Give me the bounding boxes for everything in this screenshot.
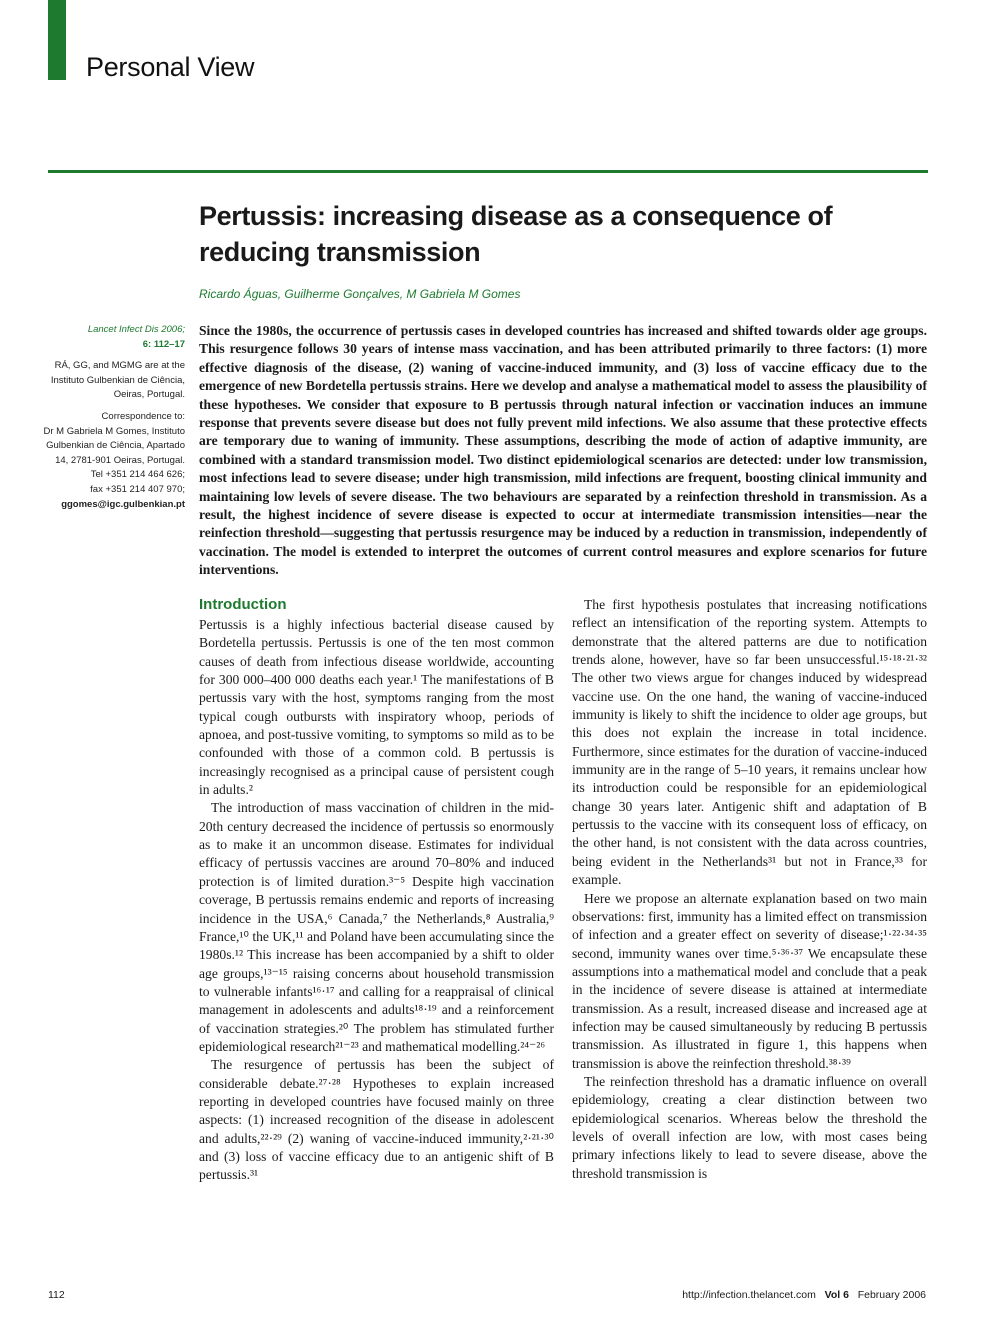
header-rule: [48, 170, 928, 173]
section-color-bar: [48, 0, 66, 80]
citation-journal: Lancet Infect Dis 2006;: [87, 324, 185, 335]
paragraph: The resurgence of pertussis has been the subject of considerable debate.²⁷·²⁸ Hypotheses to explain increased reporting in developed countries have focused mainly on three aspects: (1) increased recognition of the disease in adolescent and adults,²²·²⁹ (2) waning of vaccine-induced immunity,²·²¹·³⁰ and (3) loss of vaccine efficacy due to an antigenic shift of B pertussis.³¹: [199, 1057, 554, 1183]
paragraph: The introduction of mass vaccination of children in the mid-20th century decreased the incidence of pertussis so enormously as to make it an uncommon disease. Estimates for individual efficacy of pertussis vaccines are around 70–80% and induced protection is of limited duration.³⁻⁵ Despite high vaccination coverage, B pertussis remains endemic and reports of increasing incidence in the USA,⁶ Canada,⁷ the Netherlands,⁸ Australia,⁹ France,¹⁰ the UK,¹¹ and Poland have been accumulating since the 1980s.¹² This increase has been accompanied by a shift to older age groups,¹³⁻¹⁵ raising concerns about household transmission to vulnerable infants¹⁶·¹⁷ and calling for a reappraisal of clinical management in adolescents and adults¹⁸·¹⁹ and a reinforcement of vaccination strategies.²⁰ The problem has stimulated further epidemiological research²¹⁻²³ and mathematical modelling.²⁴⁻²⁶: [199, 800, 554, 1054]
volume: Vol 6: [824, 1289, 849, 1301]
correspondence-label: Correspondence to:: [101, 410, 185, 422]
article-sidebar: [40, 323, 185, 519]
paragraph: The reinfection threshold has a dramatic influence on overall epidemiology, creating a clear distinction between two epidemiological scenarios. Whereas below the threshold the levels of overall infection are low, with most cases being primary infections likely to lead to severe disease, above the threshold transmission is: [572, 1073, 927, 1181]
correspondence: [40, 410, 185, 512]
abstract: Since the 1980s, the occurrence of pertussis cases in developed countries has increased and shifted towards older age groups. This resurgence follows 30 years of intense mass vaccination, and has been attributed primarily to three factors: (1) more effective diagnosis of the disease, (2) waning of vaccine-induced immunity, and (3) loss of vaccine efficacy due to the emergence of new Bordetella pertussis strains. Here we develop and analyse a mathematical model to assess the plausibility of these hypotheses. We consider that exposure to B pertussis through natural infection or vaccination induces an immune response that prevents severe disease but does not fully prevent mild infections. We also assume that these protective effects are temporary due to waning of immunity. These assumptions, describing the mode of action of adaptive immunity, are combined with a standard transmission model. Two distinct epidemiological scenarios are detected: under low transmission, most infections lead to severe disease; under high transmission, mild infections are frequent, boosting clinical immunity and maintaining low levels of severe disease. The two behaviours are separated by a reinfection threshold in transmission. As a result, the highest incidence of severe disease is expected to occur at intermediate transmission intensities—near the reinfection threshold—suggesting that pertussis resurgence may be induced by a reduction in transmission, independently of vaccination. The model is extended to interpret the outcomes of current control measures and explore scenarios for future interventions.: [199, 323, 927, 578]
affiliation: RÁ, GG, and MGMG are at the Instituto Gulbenkian de Ciência, Oeiras, Portugal.: [50, 360, 185, 401]
page-number: 112: [48, 1289, 65, 1301]
body-column-left: [199, 596, 554, 1185]
correspondence-address: Dr M Gabriela M Gomes, Instituto Gulbenkian de Ciência, Apartado 14, 2781-901 Oeiras, Portugal.: [43, 425, 185, 466]
issue-date: February 2006: [857, 1289, 926, 1301]
section-title: Personal View: [86, 52, 255, 82]
citation-pages: 6: 112–17: [142, 338, 185, 350]
paragraph: Pertussis is a highly infectious bacterial disease caused by Bordetella pertussis. Pertussis is one of the ten most common causes of death from infectious disease worldwide, accounting for 300 000–400 000 deaths each year.¹ The manifestations of B pertussis vary with the host, symptoms ranging from the most typical cough outbursts with inspiratory whoop, periods of apnoea, and post-tussive vomiting, to symptoms so mild as to be confounded with those of a common cold. B pertussis is increasingly recognised as a principal cause of persistent cough in adults.²: [199, 617, 554, 798]
paragraph: The first hypothesis postulates that increasing notifications reflect an intensification of the reporting system. Attempts to demonstrate that the altered patterns are due to notification trends alone, however, have so far been unsuccessful.¹⁵·¹⁸·²¹·³² The other two views argue for changes induced by widespread vaccine use. On the one hand, the waning of vaccine-induced immunity is likely to shift the incidence to older age groups, but this does not explain the increase in total incidence. Furthermore, since estimates for the duration of vaccine-induced immunity are in the range of 5–10 years, it remains unclear how its introduction could be responsible for an epidemiological change 30 years later. Antigenic shift and adaptation of B pertussis to the vaccine with its consequent loss of efficacy, on the other hand, is not consistent with the data across countries, being evident in the Netherlands³¹ but not in France,³³ for example.: [572, 597, 927, 888]
journal-url[interactable]: http://infection.thelancet.com: [682, 1289, 816, 1301]
body-column-right: [572, 596, 927, 1183]
fax: fax +351 214 407 970;: [90, 483, 185, 495]
telephone: Tel +351 214 464 626;: [90, 469, 185, 481]
introduction-heading: Introduction: [199, 596, 287, 613]
article-title: Pertussis: increasing disease as a consequence of reducing transmission: [199, 201, 833, 267]
author-list: Ricardo Águas, Guilherme Gonçalves, M Gabriela M Gomes: [199, 287, 521, 301]
email-link[interactable]: ggomes@igc.gulbenkian.pt: [61, 498, 185, 510]
paragraph: Here we propose an alternate explanation based on two main observations: first, immunity has a limited effect on transmission of infection and a greater effect on severity of disease;¹·²²·³⁴·³⁵ second, immunity wanes over time.⁵·³⁶·³⁷ We encapsulate these assumptions into a mathematical model and conclude that a peak in the incidence of severe disease is attained at intermediate transmission. As a result, increased disease and increased age at infection may be caused simultaneously by reducing B pertussis transmission. As illustrated in figure 1, this happens when transmission is above the reinfection threshold.³⁸·³⁹: [572, 890, 927, 1071]
citation: [40, 323, 185, 352]
footer-info: [682, 1289, 926, 1301]
